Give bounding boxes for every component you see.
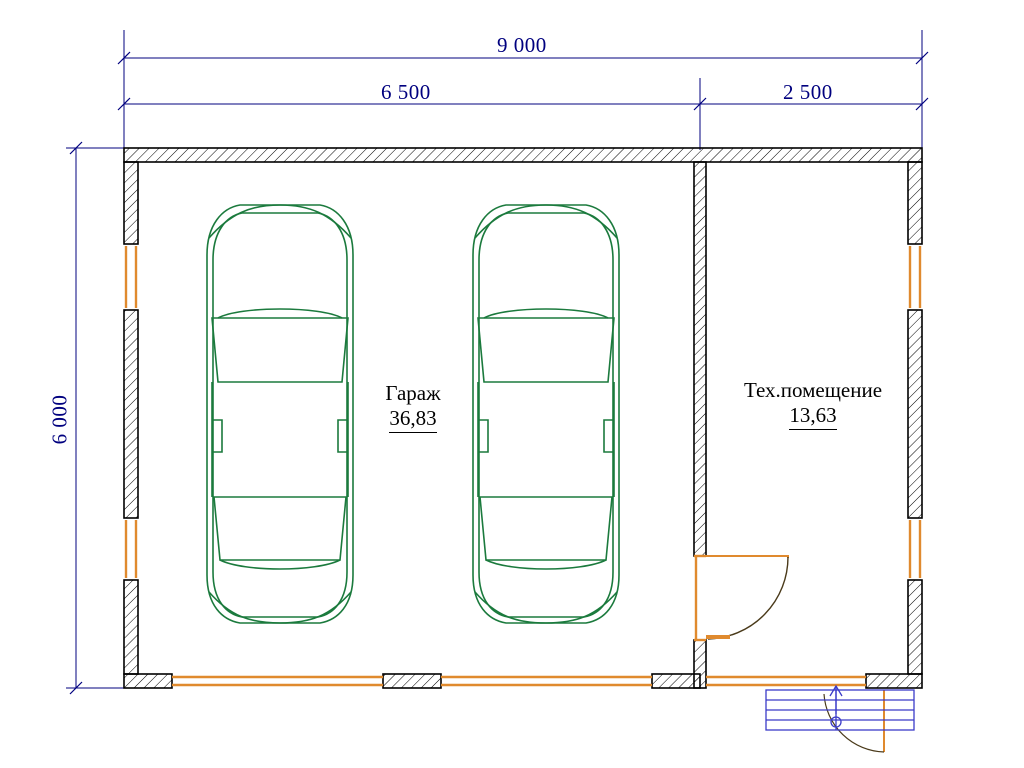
room-name-garage: Гараж [385, 381, 441, 405]
dimension-left-bay-width: 6 500 [381, 80, 431, 104]
room-area-garage: 36,83 [389, 406, 436, 433]
car-right [473, 205, 619, 623]
room-label-tech [700, 378, 926, 430]
room-name-tech: Тех.помещение [743, 378, 883, 402]
dimension-right-bay-width: 2 500 [783, 80, 833, 104]
dimension-lines [66, 30, 928, 694]
dimension-overall-width: 9 000 [497, 33, 547, 57]
door-swings [706, 556, 884, 752]
entrance-stairs [766, 686, 914, 730]
car-left [207, 205, 353, 623]
room-label-garage [340, 381, 486, 433]
dimension-overall-height: 6 000 [47, 394, 72, 445]
room-area-tech: 13,63 [789, 403, 836, 430]
